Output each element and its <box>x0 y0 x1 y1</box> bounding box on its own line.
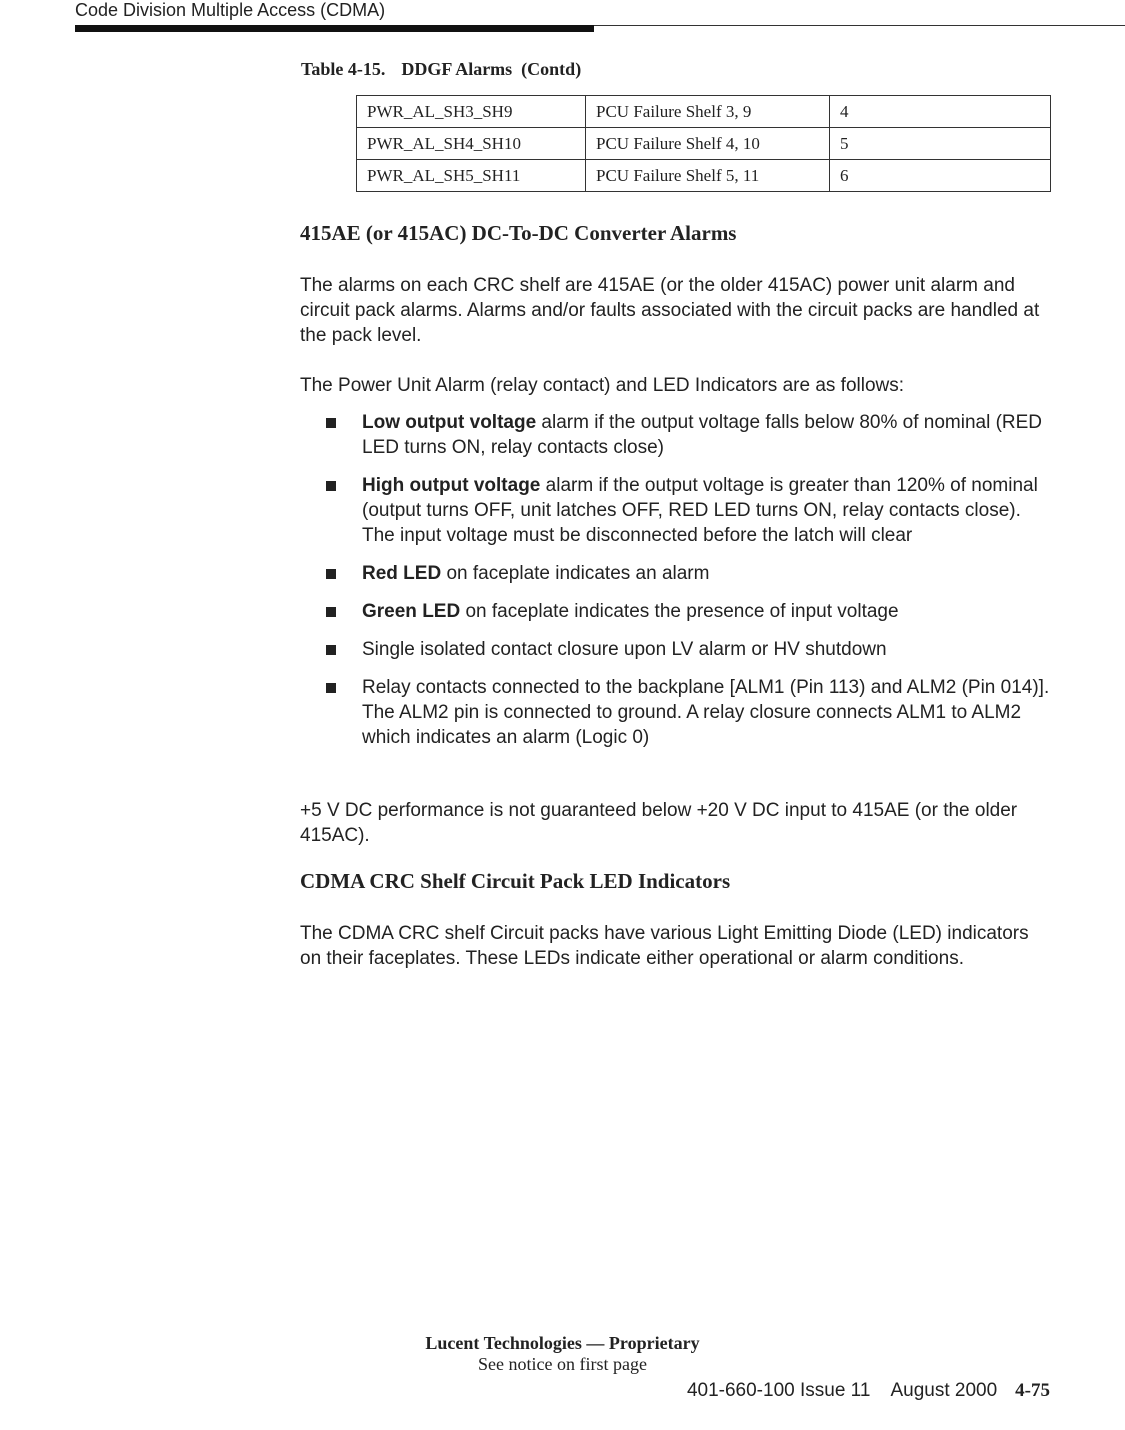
alarms-table <box>356 95 1051 192</box>
table-cell: PWR_AL_SH3_SH9 <box>357 96 586 128</box>
table-cell: 6 <box>830 160 1051 192</box>
paragraph-converter-alarms: The alarms on each CRC shelf are 415AE (or the older 415AC) power unit alarm and circuit pack alarms. Alarms and/or faults associated with the circuit packs are handled at the pack level. <box>300 275 1040 346</box>
list-item <box>300 473 1055 548</box>
paragraph-led-indicators: The CDMA CRC shelf Circuit packs have various Light Emitting Diode (LED) indicators on their faceplates. These LEDs indicate either operational or alarm conditions. <box>300 923 1029 969</box>
list-item-bold: Red LED <box>362 563 442 584</box>
list-item <box>300 561 1055 586</box>
bullet-square-icon <box>326 418 336 428</box>
list-item-text: Single isolated contact closure upon LV alarm or HV shutdown <box>362 639 887 660</box>
list-item-text: on faceplate indicates the presence of input voltage <box>460 601 899 622</box>
table-row <box>357 96 1051 128</box>
page-number: 4-75 <box>1015 1380 1050 1401</box>
list-item-text: alarm if the output voltage is greater than 120% of nominal (output turns OFF, unit latches OFF, RED LED turns ON, relay contacts close). The input voltage must be disconnected before the latch will clear <box>362 475 1038 546</box>
bullet-square-icon <box>326 645 336 655</box>
table-cell: 4 <box>830 96 1051 128</box>
table-cell: 5 <box>830 128 1051 160</box>
running-head: Code Division Multiple Access (CDMA) <box>75 0 386 20</box>
list-item-bold: Low output voltage <box>362 412 537 433</box>
table-caption <box>301 59 581 80</box>
list-item <box>300 675 1055 750</box>
list-item-text: Relay contacts connected to the backplane [ALM1 (Pin 113) and ALM2 (Pin 014)]. The ALM2 pin is connected to ground. A relay closure connects ALM1 to ALM2 which indicates an alarm (Logic 0) <box>362 677 1050 748</box>
indicator-list <box>300 410 1055 763</box>
header-rule-bar <box>75 25 594 32</box>
list-item-text: on faceplate indicates an alarm <box>441 563 710 584</box>
list-item-text: alarm if the output voltage falls below 80% of nominal (RED LED turns ON, relay contacts close) <box>362 412 1043 458</box>
footer-notice: See notice on first page <box>478 1354 647 1374</box>
table-row <box>357 128 1051 160</box>
bullet-square-icon <box>326 607 336 617</box>
list-item <box>300 599 1055 624</box>
table-cell: PWR_AL_SH4_SH10 <box>357 128 586 160</box>
bullet-square-icon <box>326 481 336 491</box>
section-heading-converter-alarms: 415AE (or 415AC) DC-To-DC Converter Alarms <box>300 221 737 245</box>
footer-doc-info <box>0 1380 1050 1402</box>
paragraph-performance-note: +5 V DC performance is not guaranteed below +20 V DC input to 415AE (or the older 415AC). <box>300 800 1018 846</box>
list-item <box>300 637 1055 662</box>
table-row <box>357 160 1051 192</box>
section-heading-led-indicators: CDMA CRC Shelf Circuit Pack LED Indicators <box>300 869 731 893</box>
table-number: Table 4-15. <box>301 59 386 79</box>
table-cell: PCU Failure Shelf 3, 9 <box>586 96 830 128</box>
footer-issue: 401-660-100 Issue 11 August 2000 <box>686 1380 998 1401</box>
table-cell: PCU Failure Shelf 4, 10 <box>586 128 830 160</box>
bullet-square-icon <box>326 569 336 579</box>
table-cell: PCU Failure Shelf 5, 11 <box>586 160 830 192</box>
table-title: DDGF Alarms (Contd) <box>401 59 582 79</box>
list-item <box>300 410 1055 460</box>
bullet-square-icon <box>326 683 336 693</box>
table-cell: PWR_AL_SH5_SH11 <box>357 160 586 192</box>
footer-company: Lucent Technologies — Proprietary <box>425 1333 700 1353</box>
paragraph-indicators-intro: The Power Unit Alarm (relay contact) and LED Indicators are as follows: <box>300 375 905 396</box>
list-item-bold: High output voltage <box>362 475 541 496</box>
list-item-bold: Green LED <box>362 601 461 622</box>
